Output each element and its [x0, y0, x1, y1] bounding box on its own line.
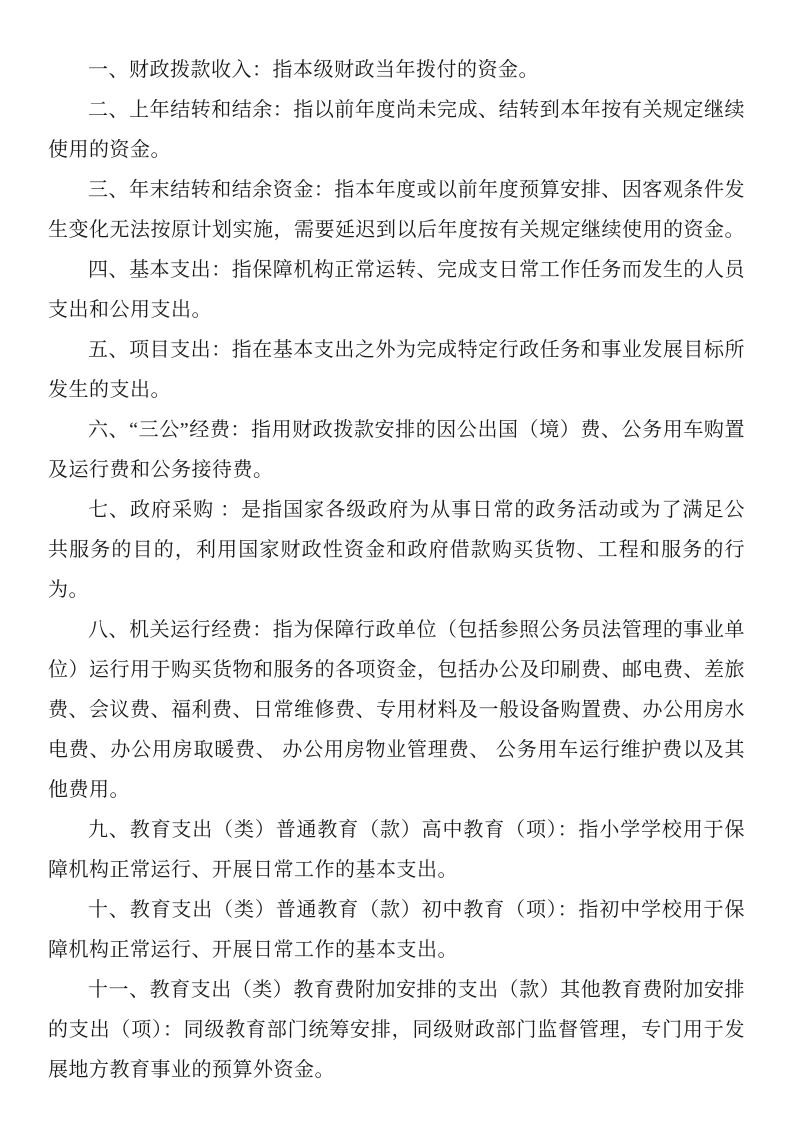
definition-paragraph-3: 三、年末结转和结余资金：指本年度或以前年度预算安排、因客观条件发生变化无法按原计划实施，需要延迟到以后年度按有关规定继续使用的资金。 [48, 179, 745, 241]
definition-paragraph-6: 六、“三公”经费：指用财政拨款安排的因公出国（境）费、公务用车购置及运行费和公务接待费。 [48, 419, 745, 481]
definition-paragraph-9: 九、教育支出（类）普通教育（款）高中教育（项）：指小学学校用于保障机构正常运行、开展日常工作的基本支出。 [48, 819, 745, 881]
definition-paragraph-8: 八、机关运行经费：指为保障行政单位（包括参照公务员法管理的事业单位）运行用于购买货物和服务的各项资金，包括办公及印刷费、邮电费、差旅费、会议费、福利费、日常维修费、专用材料及一般设备购置费、办公用房水电费、办公用房取暖费、 办公用房物业管理费、 公务用车运行维护费以及其他费用。 [48, 619, 745, 801]
definition-paragraph-5: 五、项目支出：指在基本支出之外为完成特定行政任务和事业发展目标所发生的支出。 [48, 339, 745, 401]
definition-paragraph-7: 七、政府采购 ：是指国家各级政府为从事日常的政务活动或为了满足公共服务的目的，利用国家财政性资金和政府借款购买货物、工程和服务的行为。 [48, 499, 745, 601]
definition-paragraph-4: 四、基本支出：指保障机构正常运转、完成支日常工作任务而发生的人员支出和公用支出。 [48, 259, 745, 321]
definition-paragraph-2: 二、上年结转和结余：指以前年度尚未完成、结转到本年按有关规定继续使用的资金。 [48, 99, 745, 161]
definition-paragraph-10: 十、教育支出（类）普通教育（款）初中教育（项）：指初中学校用于保障机构正常运行、开展日常工作的基本支出。 [48, 899, 745, 961]
definition-paragraph-1: 一、财政拨款收入：指本级财政当年拨付的资金。 [88, 59, 539, 81]
definition-paragraph-11: 十一、教育支出（类）教育费附加安排的支出（款）其他教育费附加安排的支出（项）：同级教育部门统筹安排，同级财政部门监督管理，专门用于发展地方教育事业的预算外资金。 [48, 979, 745, 1081]
